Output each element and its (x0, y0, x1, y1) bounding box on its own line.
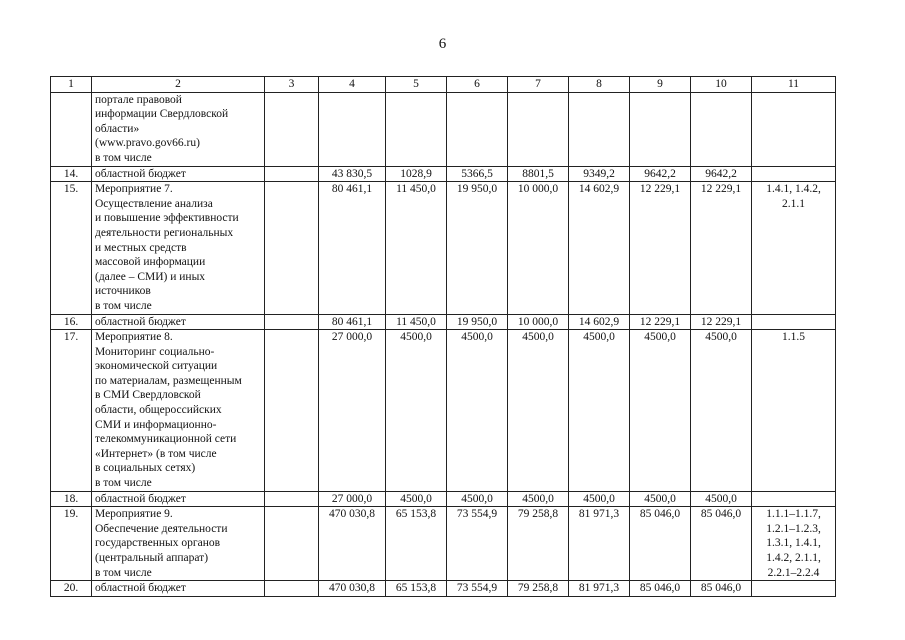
column-header: 8 (569, 77, 630, 93)
table-row (51, 507, 836, 581)
amount-cell: 81 971,3 (569, 581, 630, 597)
amount-cell: 12 229,1 (691, 314, 752, 330)
amount-cell: 14 602,9 (569, 314, 630, 330)
row-name: порталe правовой информации Свердловской области» (www.pravo.gov66.ru) в том числе (92, 92, 265, 166)
row-name: Мероприятие 7. Осуществление анализа и повышение эффективности деятельности региональных и местных средств массовой информации (далее – СМИ) и иных источников в том числе (92, 182, 265, 314)
amount-cell: 9642,2 (691, 166, 752, 182)
row-number: 15. (51, 182, 92, 314)
amount-cell: 470 030,8 (319, 581, 386, 597)
row-number: 19. (51, 507, 92, 581)
amount-cell (508, 92, 569, 166)
column-header: 3 (265, 77, 319, 93)
amount-cell: 80 461,1 (319, 314, 386, 330)
amount-cell: 9642,2 (630, 166, 691, 182)
amount-cell: 85 046,0 (630, 507, 691, 581)
page-number: 6 (438, 36, 447, 52)
amount-cell (319, 92, 386, 166)
amount-cell: 10 000,0 (508, 314, 569, 330)
row-executor (265, 507, 319, 581)
amount-cell: 5366,5 (447, 166, 508, 182)
row-number: 16. (51, 314, 92, 330)
target-indicator-refs (752, 92, 836, 166)
amount-cell: 27 000,0 (319, 330, 386, 492)
row-name: областной бюджет (92, 166, 265, 182)
amount-cell: 14 602,9 (569, 182, 630, 314)
amount-cell: 65 153,8 (386, 581, 447, 597)
amount-cell: 4500,0 (569, 330, 630, 492)
row-name: Мероприятие 9. Обеспечение деятельности государственных органов (центральный аппарат) в том числе (92, 507, 265, 581)
row-name: областной бюджет (92, 491, 265, 507)
amount-cell: 12 229,1 (630, 182, 691, 314)
amount-cell (569, 92, 630, 166)
row-executor (265, 314, 319, 330)
amount-cell: 80 461,1 (319, 182, 386, 314)
amount-cell (630, 92, 691, 166)
table-header-row (51, 77, 836, 93)
column-header: 7 (508, 77, 569, 93)
table-row (51, 330, 836, 492)
row-executor (265, 92, 319, 166)
amount-cell: 73 554,9 (447, 507, 508, 581)
row-number: 17. (51, 330, 92, 492)
amount-cell: 19 950,0 (447, 182, 508, 314)
row-number (51, 92, 92, 166)
amount-cell: 4500,0 (447, 330, 508, 492)
amount-cell: 8801,5 (508, 166, 569, 182)
amount-cell: 12 229,1 (630, 314, 691, 330)
amount-cell (691, 92, 752, 166)
row-executor (265, 330, 319, 492)
column-header: 1 (51, 77, 92, 93)
amount-cell: 4500,0 (691, 491, 752, 507)
target-indicator-refs (752, 314, 836, 330)
table-row (51, 92, 836, 166)
row-executor (265, 581, 319, 597)
amount-cell: 4500,0 (691, 330, 752, 492)
amount-cell: 65 153,8 (386, 507, 447, 581)
row-executor (265, 166, 319, 182)
amount-cell (386, 92, 447, 166)
amount-cell: 11 450,0 (386, 314, 447, 330)
column-header: 4 (319, 77, 386, 93)
amount-cell: 79 258,8 (508, 507, 569, 581)
program-table (50, 76, 836, 597)
table-row (51, 491, 836, 507)
row-number: 20. (51, 581, 92, 597)
target-indicator-refs: 1.4.1, 1.4.2, 2.1.1 (752, 182, 836, 314)
amount-cell: 85 046,0 (630, 581, 691, 597)
target-indicator-refs (752, 166, 836, 182)
amount-cell: 4500,0 (569, 491, 630, 507)
amount-cell: 10 000,0 (508, 182, 569, 314)
table-row (51, 182, 836, 314)
column-header: 5 (386, 77, 447, 93)
table-row (51, 581, 836, 597)
amount-cell: 11 450,0 (386, 182, 447, 314)
amount-cell: 4500,0 (630, 491, 691, 507)
amount-cell: 81 971,3 (569, 507, 630, 581)
amount-cell: 19 950,0 (447, 314, 508, 330)
row-name: областной бюджет (92, 314, 265, 330)
target-indicator-refs: 1.1.5 (752, 330, 836, 492)
amount-cell (447, 92, 508, 166)
row-name: областной бюджет (92, 581, 265, 597)
amount-cell: 4500,0 (386, 491, 447, 507)
row-name: Мероприятие 8. Мониторинг социально- экономической ситуации по материалам, размещенным в СМИ Свердловской области, общероссийских СМИ и информационно- телекоммуникационной сети «Интернет» (в том числе в социальных сетях) в том числе (92, 330, 265, 492)
target-indicator-refs (752, 581, 836, 597)
row-executor (265, 491, 319, 507)
column-header: 9 (630, 77, 691, 93)
column-header: 2 (92, 77, 265, 93)
amount-cell: 12 229,1 (691, 182, 752, 314)
amount-cell: 79 258,8 (508, 581, 569, 597)
row-executor (265, 182, 319, 314)
amount-cell: 27 000,0 (319, 491, 386, 507)
amount-cell: 4500,0 (630, 330, 691, 492)
amount-cell: 4500,0 (386, 330, 447, 492)
column-header: 6 (447, 77, 508, 93)
table-row (51, 314, 836, 330)
table-row (51, 166, 836, 182)
amount-cell: 470 030,8 (319, 507, 386, 581)
amount-cell: 4500,0 (447, 491, 508, 507)
row-number: 18. (51, 491, 92, 507)
amount-cell: 85 046,0 (691, 507, 752, 581)
amount-cell: 1028,9 (386, 166, 447, 182)
amount-cell: 9349,2 (569, 166, 630, 182)
amount-cell: 73 554,9 (447, 581, 508, 597)
amount-cell: 4500,0 (508, 491, 569, 507)
column-header: 10 (691, 77, 752, 93)
amount-cell: 85 046,0 (691, 581, 752, 597)
amount-cell: 43 830,5 (319, 166, 386, 182)
target-indicator-refs: 1.1.1–1.1.7, 1.2.1–1.2.3, 1.3.1, 1.4.1, 1.4.2, 2.1.1, 2.2.1–2.2.4 (752, 507, 836, 581)
amount-cell: 4500,0 (508, 330, 569, 492)
column-header: 11 (752, 77, 836, 93)
target-indicator-refs (752, 491, 836, 507)
row-number: 14. (51, 166, 92, 182)
